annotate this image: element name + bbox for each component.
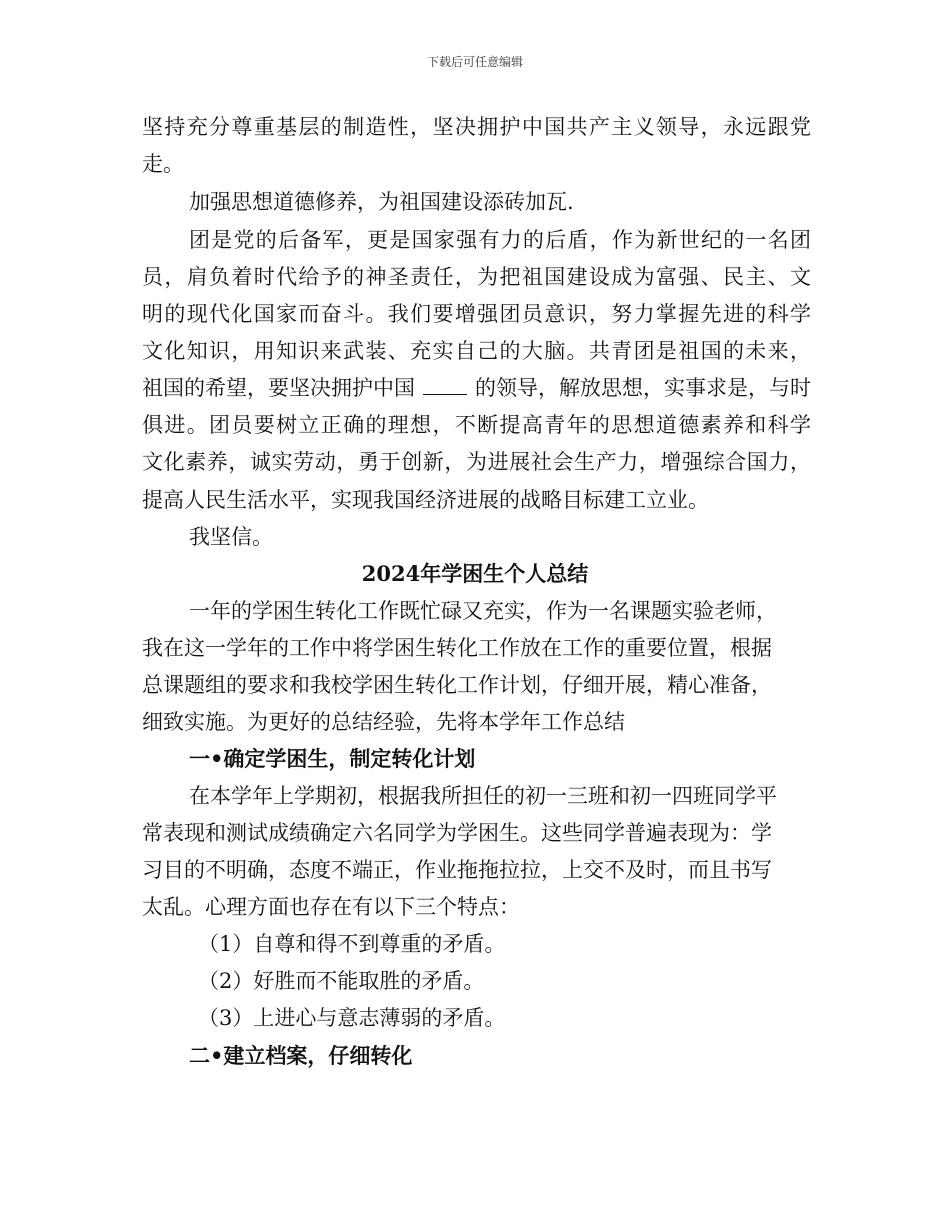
paragraph-line: 习目的不明确，态度不端正，作业拖拖拉拉，上交不及时，而且书写: [142, 858, 772, 882]
paragraph-line: 太乱。心理方面也存在有以下三个特点：: [142, 895, 520, 919]
section-title: 2024年学困生个人总结: [361, 561, 589, 586]
paragraph-line: 细致实施。为更好的总结经验，先将本学年工作总结: [142, 710, 625, 734]
paragraph-line: 坚持充分尊重基层的制造性，坚决拥护中国共产主义领导，永远跟党: [142, 115, 811, 139]
paragraph-line: 走。: [142, 152, 184, 176]
paragraph-line: 员，肩负着时代给予的神圣责任，为把祖国建设成为富强、民主、文: [142, 265, 811, 289]
paragraph-line: 我在这一学年的工作中将学困生转化工作放在工作的重要位置，根据: [142, 636, 772, 660]
paragraph-line: 加强思想道德修养，为祖国建设添砖加瓦.: [189, 190, 574, 214]
paragraph-line: 提高人民生活水平，实现我国经济进展的战略目标建工立业。: [142, 488, 709, 512]
page-header: 下载后可任意编辑: [426, 55, 523, 69]
paragraph-line: 团是党的后备军，更是国家强有力的后盾，作为新世纪的一名团: [189, 228, 811, 252]
section-heading: 一•确定学困生，制定转化计划: [189, 746, 476, 771]
paragraph-line: 一年的学困生转化工作既忙碌又充实，作为一名课题实验老师，: [189, 599, 777, 623]
paragraph-line: 文化素养，诚实劳动，勇于创新，为进展社会生产力，增强综合国力，: [142, 450, 811, 474]
section-heading: 二•建立档案，仔细转化: [189, 1043, 413, 1068]
paragraph-line-with-blank: [142, 374, 811, 402]
text-segment: 的领导，解放思想，实事求是，与时: [475, 376, 811, 400]
blank-underline: [423, 374, 467, 395]
text-segment: 祖国的希望，要坚决拥护中国: [142, 376, 415, 400]
paragraph-line: 总课题组的要求和我校学困生转化工作计划，仔细开展，精心准备，: [142, 673, 772, 697]
paragraph-line: 文化知识，用知识来武装、充实自己的大脑。共青团是祖国的未来，: [142, 339, 811, 363]
paragraph-line: 在本学年上学期初，根据我所担任的初一三班和初一四班同学平: [189, 784, 777, 808]
paragraph-line: 常表现和测试成绩确定六名同学为学困生。这些同学普遍表现为：学: [142, 821, 772, 845]
paragraph-line: 俱进。团员要树立正确的理想，不断提高青年的思想道德素养和科学: [142, 413, 811, 437]
list-item: （2）好胜而不能取胜的矛盾。: [198, 969, 485, 993]
list-item: （3）上进心与意志薄弱的矛盾。: [198, 1006, 506, 1030]
list-item: （1）自尊和得不到尊重的矛盾。: [198, 932, 506, 956]
paragraph-line: 我坚信。: [189, 525, 273, 549]
paragraph-line: 明的现代化国家而奋斗。我们要增强团员意识，努力掌握先进的科学: [142, 302, 811, 326]
